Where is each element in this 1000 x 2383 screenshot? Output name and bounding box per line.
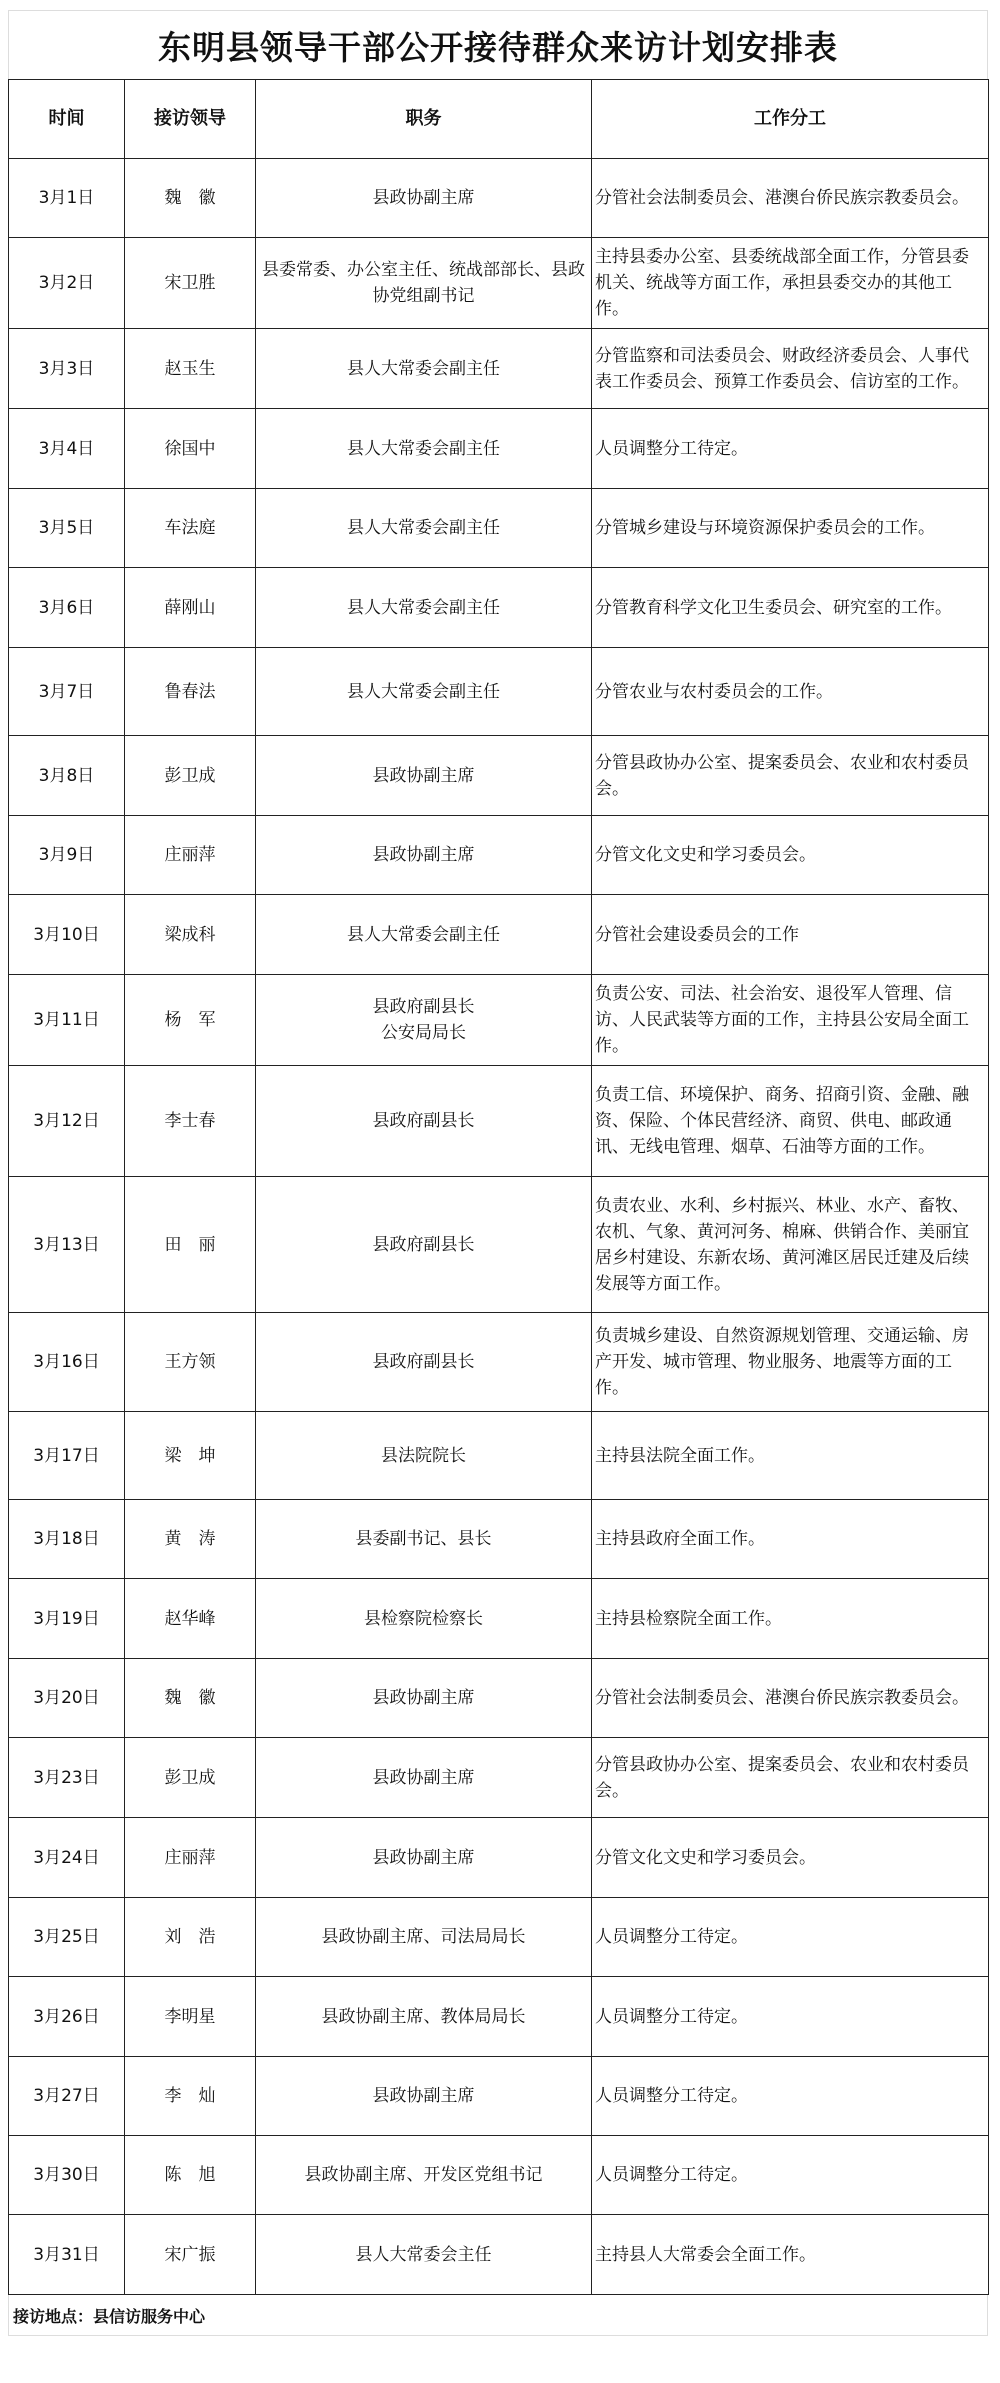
row-date: 3月12日 bbox=[9, 1066, 125, 1177]
table-row bbox=[9, 1177, 989, 1313]
row-leader: 梁 坤 bbox=[125, 1412, 256, 1500]
row-date: 3月5日 bbox=[9, 489, 125, 568]
row-position: 县人大常委会主任 bbox=[256, 2215, 592, 2295]
row-position: 县政协副主席、司法局局长 bbox=[256, 1898, 592, 1977]
row-date: 3月2日 bbox=[9, 238, 125, 329]
row-date: 3月18日 bbox=[9, 1500, 125, 1579]
row-duties: 主持县委办公室、县委统战部全面工作，分管县委机关、统战等方面工作，承担县委交办的其他工作。 bbox=[592, 238, 989, 329]
row-duties: 人员调整分工待定。 bbox=[592, 2057, 989, 2136]
row-duties: 分管监察和司法委员会、财政经济委员会、人事代表工作委员会、预算工作委员会、信访室的工作。 bbox=[592, 329, 989, 409]
row-position: 县政府副县长 bbox=[256, 1177, 592, 1313]
row-duties: 负责城乡建设、自然资源规划管理、交通运输、房产开发、城市管理、物业服务、地震等方面的工作。 bbox=[592, 1313, 989, 1412]
row-leader: 彭卫成 bbox=[125, 1738, 256, 1818]
row-duties: 主持县检察院全面工作。 bbox=[592, 1579, 989, 1659]
row-duties: 人员调整分工待定。 bbox=[592, 1977, 989, 2057]
table-row bbox=[9, 1500, 989, 1579]
row-date: 3月8日 bbox=[9, 736, 125, 816]
row-leader: 黄 涛 bbox=[125, 1500, 256, 1579]
table-row bbox=[9, 816, 989, 895]
row-date: 3月23日 bbox=[9, 1738, 125, 1818]
row-leader: 李明星 bbox=[125, 1977, 256, 2057]
row-position: 县政协副主席 bbox=[256, 736, 592, 816]
row-date: 3月11日 bbox=[9, 975, 125, 1066]
table-row bbox=[9, 409, 989, 489]
row-leader: 李 灿 bbox=[125, 2057, 256, 2136]
row-leader: 陈 旭 bbox=[125, 2136, 256, 2215]
row-position: 县政协副主席 bbox=[256, 1818, 592, 1898]
row-leader: 李士春 bbox=[125, 1066, 256, 1177]
table-row bbox=[9, 1738, 989, 1818]
table-row bbox=[9, 2136, 989, 2215]
row-leader: 宋广振 bbox=[125, 2215, 256, 2295]
row-date: 3月13日 bbox=[9, 1177, 125, 1313]
row-duties: 负责公安、司法、社会治安、退役军人管理、信访、人民武装等方面的工作，主持县公安局全面工作。 bbox=[592, 975, 989, 1066]
row-position: 县人大常委会副主任 bbox=[256, 895, 592, 975]
table-row bbox=[9, 648, 989, 736]
table-row bbox=[9, 1412, 989, 1500]
row-date: 3月26日 bbox=[9, 1977, 125, 2057]
table-row bbox=[9, 2057, 989, 2136]
row-date: 3月25日 bbox=[9, 1898, 125, 1977]
table-row bbox=[9, 329, 989, 409]
row-duties: 分管城乡建设与环境资源保护委员会的工作。 bbox=[592, 489, 989, 568]
row-position: 县人大常委会副主任 bbox=[256, 329, 592, 409]
row-duties: 负责工信、环境保护、商务、招商引资、金融、融资、保险、个体民营经济、商贸、供电、邮政通讯、无线电管理、烟草、石油等方面的工作。 bbox=[592, 1066, 989, 1177]
row-position: 县委常委、办公室主任、统战部部长、县政协党组副书记 bbox=[256, 238, 592, 329]
row-duties: 主持县人大常委会全面工作。 bbox=[592, 2215, 989, 2295]
table-row bbox=[9, 1313, 989, 1412]
row-leader: 车法庭 bbox=[125, 489, 256, 568]
row-leader: 魏 徽 bbox=[125, 1659, 256, 1738]
row-date: 3月9日 bbox=[9, 816, 125, 895]
row-duties: 分管县政协办公室、提案委员会、农业和农村委员会。 bbox=[592, 736, 989, 816]
row-duties: 主持县法院全面工作。 bbox=[592, 1412, 989, 1500]
row-date: 3月30日 bbox=[9, 2136, 125, 2215]
row-position: 县人大常委会副主任 bbox=[256, 648, 592, 736]
table-row bbox=[9, 568, 989, 648]
row-date: 3月17日 bbox=[9, 1412, 125, 1500]
row-position: 县政协副主席 bbox=[256, 159, 592, 238]
row-leader: 魏 徽 bbox=[125, 159, 256, 238]
header-position: 职务 bbox=[256, 80, 592, 159]
row-position: 县政府副县长 公安局局长 bbox=[256, 975, 592, 1066]
row-duties: 主持县政府全面工作。 bbox=[592, 1500, 989, 1579]
row-date: 3月16日 bbox=[9, 1313, 125, 1412]
row-duties: 分管农业与农村委员会的工作。 bbox=[592, 648, 989, 736]
row-duties: 分管文化文史和学习委员会。 bbox=[592, 1818, 989, 1898]
row-duties: 人员调整分工待定。 bbox=[592, 409, 989, 489]
row-leader: 宋卫胜 bbox=[125, 238, 256, 329]
row-date: 3月1日 bbox=[9, 159, 125, 238]
row-leader: 庄丽萍 bbox=[125, 816, 256, 895]
table-row bbox=[9, 1898, 989, 1977]
table-row bbox=[9, 1977, 989, 2057]
visit-location: 接访地点：县信访服务中心 bbox=[8, 2295, 988, 2336]
header-time: 时间 bbox=[9, 80, 125, 159]
row-duties: 分管社会建设委员会的工作 bbox=[592, 895, 989, 975]
row-duties: 分管教育科学文化卫生委员会、研究室的工作。 bbox=[592, 568, 989, 648]
row-duties: 负责农业、水利、乡村振兴、林业、水产、畜牧、农机、气象、黄河河务、棉麻、供销合作、美丽宜居乡村建设、东新农场、黄河滩区居民迁建及后续发展等方面工作。 bbox=[592, 1177, 989, 1313]
row-position: 县人大常委会副主任 bbox=[256, 489, 592, 568]
row-position: 县人大常委会副主任 bbox=[256, 409, 592, 489]
header-duties: 工作分工 bbox=[592, 80, 989, 159]
schedule-table bbox=[8, 79, 989, 2295]
row-leader: 梁成科 bbox=[125, 895, 256, 975]
row-leader: 刘 浩 bbox=[125, 1898, 256, 1977]
row-position: 县政协副主席、教体局局长 bbox=[256, 1977, 592, 2057]
row-position: 县政府副县长 bbox=[256, 1066, 592, 1177]
row-leader: 彭卫成 bbox=[125, 736, 256, 816]
row-date: 3月3日 bbox=[9, 329, 125, 409]
table-row bbox=[9, 1659, 989, 1738]
table-row bbox=[9, 2215, 989, 2295]
row-position: 县政协副主席 bbox=[256, 1738, 592, 1818]
table-row bbox=[9, 1066, 989, 1177]
row-position: 县政府副县长 bbox=[256, 1313, 592, 1412]
row-duties: 分管社会法制委员会、港澳台侨民族宗教委员会。 bbox=[592, 1659, 989, 1738]
row-duties: 分管文化文史和学习委员会。 bbox=[592, 816, 989, 895]
row-leader: 杨 军 bbox=[125, 975, 256, 1066]
row-duties: 分管社会法制委员会、港澳台侨民族宗教委员会。 bbox=[592, 159, 989, 238]
row-leader: 赵华峰 bbox=[125, 1579, 256, 1659]
row-date: 3月10日 bbox=[9, 895, 125, 975]
row-leader: 王方领 bbox=[125, 1313, 256, 1412]
row-position: 县政协副主席 bbox=[256, 816, 592, 895]
table-row bbox=[9, 895, 989, 975]
row-leader: 薛刚山 bbox=[125, 568, 256, 648]
row-position: 县法院院长 bbox=[256, 1412, 592, 1500]
row-leader: 田 丽 bbox=[125, 1177, 256, 1313]
row-date: 3月19日 bbox=[9, 1579, 125, 1659]
table-row bbox=[9, 736, 989, 816]
table-row bbox=[9, 975, 989, 1066]
row-date: 3月24日 bbox=[9, 1818, 125, 1898]
schedule-document bbox=[8, 10, 988, 2336]
row-position: 县政协副主席 bbox=[256, 2057, 592, 2136]
row-duties: 人员调整分工待定。 bbox=[592, 2136, 989, 2215]
row-position: 县政协副主席 bbox=[256, 1659, 592, 1738]
row-duties: 人员调整分工待定。 bbox=[592, 1898, 989, 1977]
table-row bbox=[9, 238, 989, 329]
row-position: 县人大常委会副主任 bbox=[256, 568, 592, 648]
table-row bbox=[9, 1818, 989, 1898]
row-date: 3月31日 bbox=[9, 2215, 125, 2295]
row-position: 县检察院检察长 bbox=[256, 1579, 592, 1659]
row-duties: 分管县政协办公室、提案委员会、农业和农村委员会。 bbox=[592, 1738, 989, 1818]
row-date: 3月4日 bbox=[9, 409, 125, 489]
row-position: 县委副书记、县长 bbox=[256, 1500, 592, 1579]
table-row bbox=[9, 1579, 989, 1659]
header-leader: 接访领导 bbox=[125, 80, 256, 159]
row-leader: 徐国中 bbox=[125, 409, 256, 489]
table-header-row bbox=[9, 80, 989, 159]
page-title: 东明县领导干部公开接待群众来访计划安排表 bbox=[8, 10, 988, 79]
row-leader: 赵玉生 bbox=[125, 329, 256, 409]
row-leader: 鲁春法 bbox=[125, 648, 256, 736]
row-date: 3月20日 bbox=[9, 1659, 125, 1738]
row-date: 3月7日 bbox=[9, 648, 125, 736]
row-position: 县政协副主席、开发区党组书记 bbox=[256, 2136, 592, 2215]
row-date: 3月27日 bbox=[9, 2057, 125, 2136]
row-leader: 庄丽萍 bbox=[125, 1818, 256, 1898]
table-row bbox=[9, 159, 989, 238]
table-row bbox=[9, 489, 989, 568]
row-date: 3月6日 bbox=[9, 568, 125, 648]
